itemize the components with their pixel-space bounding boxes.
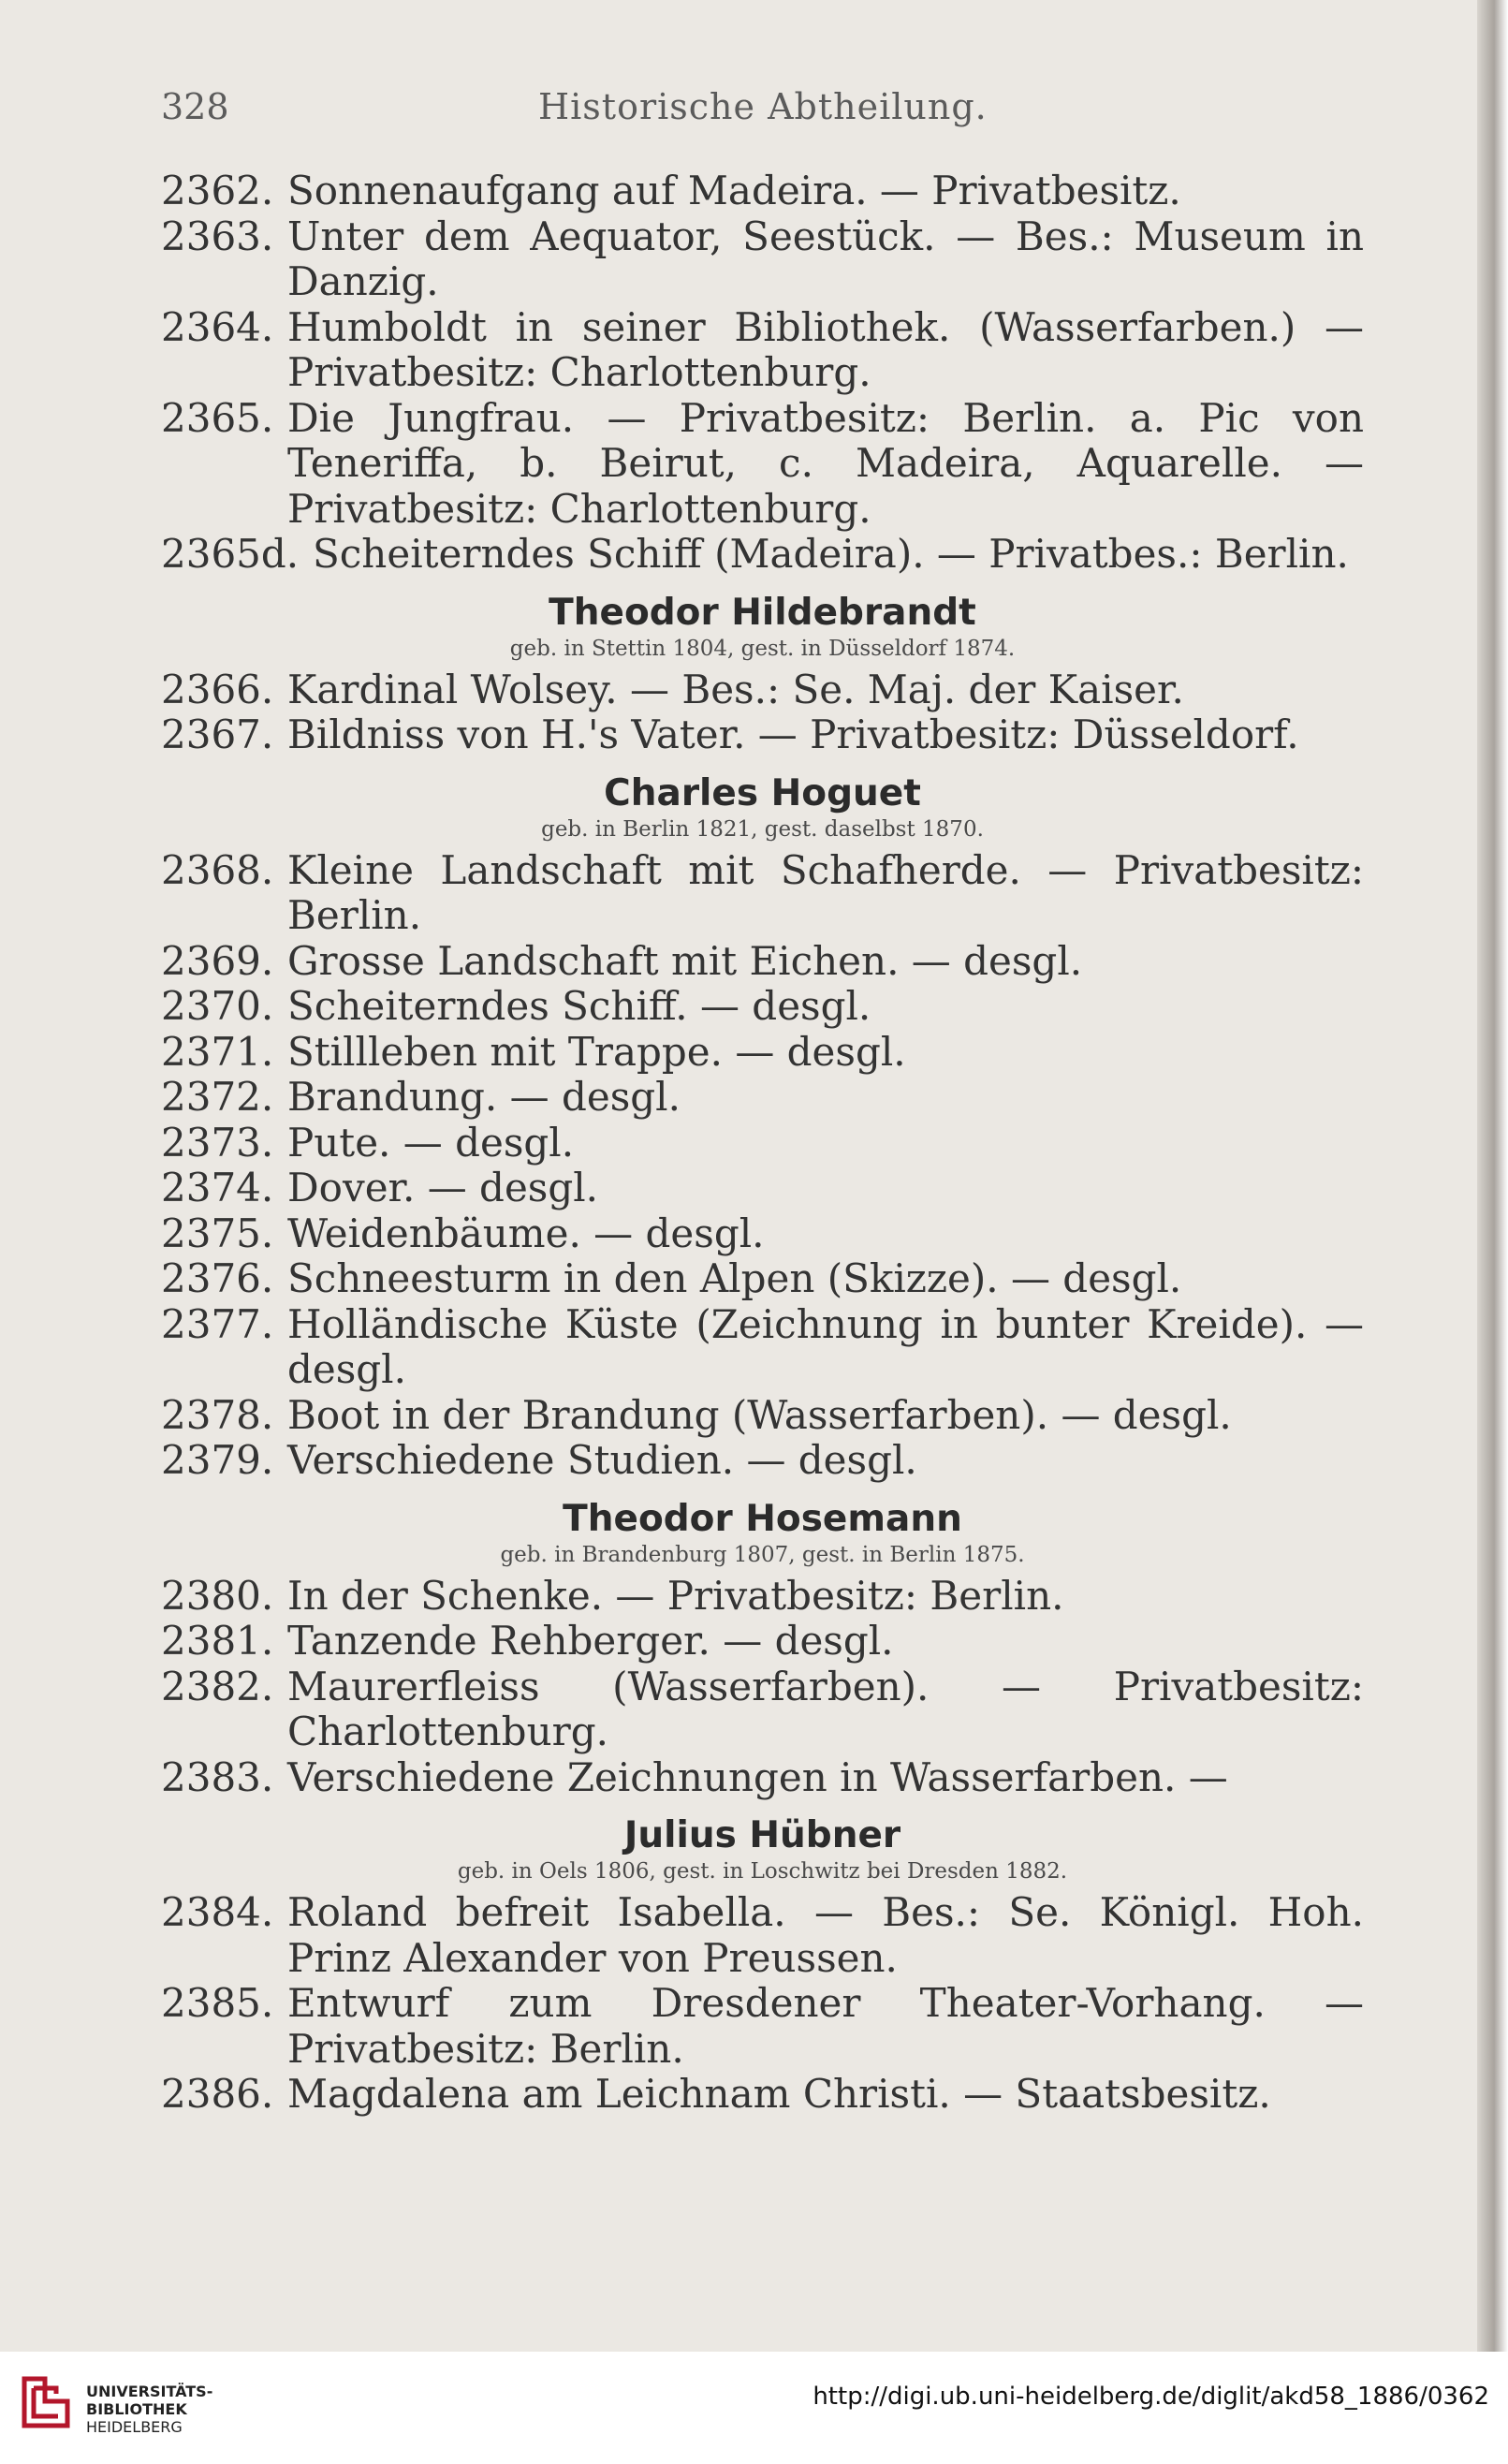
- catalog-entry: [161, 939, 1364, 985]
- entry-text: Maurerfleiss (Wasserfarben). — Privatbesitz: Charlottenburg.: [287, 1663, 1364, 1754]
- catalog-entry: [161, 984, 1364, 1030]
- entry-number: 2367.: [161, 711, 274, 757]
- entry-number: 2362.: [161, 168, 274, 213]
- catalog-entry: [161, 667, 1364, 713]
- entry-number: 2365.: [161, 394, 274, 441]
- entry-text: Stillleben mit Trappe. — desgl.: [287, 1028, 906, 1075]
- entry-number: 2380.: [161, 1572, 274, 1619]
- entry-number: 2374.: [161, 1165, 274, 1210]
- entry-text: Unter dem Aequator, Seestück. — Bes.: Museum in Danzig.: [287, 213, 1364, 304]
- catalog-entry: [161, 1075, 1364, 1121]
- entry-number: 2376.: [161, 1255, 274, 1301]
- entry-number: 2371.: [161, 1028, 274, 1075]
- entry-number: 2364.: [161, 303, 274, 350]
- entry-number: 2363.: [161, 213, 274, 259]
- entry-text: Kardinal Wolsey. — Bes.: Se. Maj. der Kaiser.: [287, 666, 1184, 712]
- catalog-entry: [161, 1121, 1364, 1166]
- page-number: 328: [161, 86, 229, 127]
- artist-name: Theodor Hildebrandt: [549, 591, 976, 634]
- artist-heading: [161, 1813, 1364, 1885]
- entry-text: Sonnenaufgang auf Madeira. — Privatbesitz.: [287, 168, 1181, 213]
- artist-bio: geb. in Oels 1806, gest. in Loschwitz bei Dresden 1882.: [457, 1859, 1068, 1884]
- entry-text: Dover. — desgl.: [287, 1165, 599, 1210]
- catalog-entry: [161, 1665, 1364, 1755]
- entry-text: Bildniss von H.'s Vater. — Privatbesitz: Düsseldorf.: [287, 711, 1299, 757]
- entry-text: Verschiedene Studien. — desgl.: [287, 1437, 917, 1483]
- entry-number: 2378.: [161, 1391, 274, 1438]
- entry-text: Die Jungfrau. — Privatbesitz: Berlin. a. Pic von Teneriffa, b. Beirut, c. Madeira, Aquarelle. — Privatbesitz: Charlottenburg.: [287, 394, 1364, 532]
- catalog-list: [161, 169, 1364, 2118]
- entry-number: 2373.: [161, 1119, 274, 1166]
- entry-number: 2375.: [161, 1210, 274, 1256]
- running-title: Historische Abtheilung.: [538, 86, 988, 127]
- artist-name: Julius Hübner: [623, 1814, 901, 1856]
- catalog-entry: [161, 2072, 1364, 2118]
- artist-bio: geb. in Berlin 1821, gest. daselbst 1870.: [541, 816, 984, 842]
- catalog-entry: [161, 1211, 1364, 1257]
- entry-number: 2379.: [161, 1437, 274, 1483]
- entry-number: 2370.: [161, 983, 274, 1029]
- entry-number: 2365d.: [161, 531, 300, 577]
- library-logo-line: UNIVERSITÄTS-: [86, 2383, 213, 2400]
- catalog-entry: [161, 1030, 1364, 1076]
- artist-bio: geb. in Stettin 1804, gest. in Düsseldorf 1874.: [509, 636, 1016, 661]
- artist-bio: geb. in Brandenburg 1807, gest. in Berlin 1875.: [500, 1542, 1025, 1567]
- catalog-entry: [161, 1574, 1364, 1620]
- entry-number: 2366.: [161, 666, 274, 712]
- entry-number: 2386.: [161, 2071, 274, 2117]
- entry-number: 2383.: [161, 1753, 274, 1800]
- catalog-entry: [161, 532, 1364, 578]
- catalog-entry: [161, 305, 1364, 396]
- entry-number: 2372.: [161, 1074, 274, 1120]
- catalog-entry: [161, 1755, 1364, 1801]
- catalog-entry: [161, 1393, 1364, 1439]
- entry-number: 2368.: [161, 846, 274, 893]
- entry-text: Magdalena am Leichnam Christi. — Staatsbesitz.: [287, 2071, 1271, 2117]
- library-logo-line: HEIDELBERG: [86, 2418, 183, 2436]
- catalog-entry: [161, 169, 1364, 214]
- entry-number: 2385.: [161, 1980, 274, 2026]
- entry-text: Scheiterndes Schiff. — desgl.: [287, 983, 871, 1029]
- entry-text: Boot in der Brandung (Wasserfarben). — desgl.: [287, 1391, 1232, 1438]
- entry-text: Weidenbäume. — desgl.: [287, 1210, 765, 1256]
- catalog-entry: [161, 214, 1364, 305]
- artist-heading: [161, 1497, 1364, 1568]
- artist-heading: [161, 771, 1364, 843]
- entry-text: Holländische Küste (Zeichnung in bunter Kreide). — desgl.: [287, 1300, 1364, 1392]
- catalog-entry: [161, 1890, 1364, 1981]
- entry-text: Roland befreit Isabella. — Bes.: Se. Königl. Hoh. Prinz Alexander von Preussen.: [287, 1889, 1364, 1981]
- catalog-entry: [161, 1619, 1364, 1665]
- catalog-entry: [161, 1166, 1364, 1211]
- source-url[interactable]: http://digi.ub.uni-heidelberg.de/diglit/akd58_1886/0362: [813, 2383, 1489, 2411]
- catalog-entry: [161, 712, 1364, 758]
- entry-text: Pute. — desgl.: [287, 1119, 575, 1166]
- entry-text: Grosse Landschaft mit Eichen. — desgl.: [287, 937, 1083, 984]
- catalog-entry: [161, 1438, 1364, 1484]
- library-logo-text: [86, 2383, 212, 2436]
- artist-heading: [161, 591, 1364, 662]
- entry-number: 2381.: [161, 1618, 274, 1664]
- entry-text: Verschiedene Zeichnungen in Wasserfarben. —: [287, 1753, 1228, 1800]
- entry-number: 2382.: [161, 1663, 274, 1709]
- catalog-entry: [161, 1302, 1364, 1393]
- artist-name: Charles Hoguet: [604, 771, 921, 814]
- page-edge-shadow: [1477, 0, 1508, 2352]
- entry-number: 2384.: [161, 1889, 274, 1935]
- catalog-entry: [161, 1256, 1364, 1302]
- library-logo-line: BIBLIOTHEK: [86, 2400, 187, 2418]
- entry-text: Tanzende Rehberger. — desgl.: [287, 1618, 894, 1664]
- entry-text: In der Schenke. — Privatbesitz: Berlin.: [287, 1572, 1064, 1619]
- entry-text: Brandung. — desgl.: [287, 1074, 681, 1120]
- entry-number: 2369.: [161, 937, 274, 984]
- catalog-entry: [161, 848, 1364, 939]
- catalog-entry: [161, 396, 1364, 533]
- entry-text: Entwurf zum Dresdener Theater-Vorhang. — Privatbesitz: Berlin.: [287, 1980, 1364, 2072]
- entry-number: 2377.: [161, 1300, 274, 1347]
- entry-text: Humboldt in seiner Bibliothek. (Wasserfarben.) — Privatbesitz: Charlottenburg.: [287, 303, 1364, 395]
- entry-text: Schneesturm in den Alpen (Skizze). — desgl.: [287, 1255, 1182, 1301]
- entry-text: Kleine Landschaft mit Schafherde. — Privatbesitz: Berlin.: [287, 846, 1364, 938]
- catalog-entry: [161, 1981, 1364, 2072]
- entry-text: Scheiterndes Schiff (Madeira). — Privatbes.: Berlin.: [313, 531, 1349, 577]
- library-logo-icon: [17, 2373, 75, 2431]
- artist-name: Theodor Hosemann: [563, 1497, 962, 1540]
